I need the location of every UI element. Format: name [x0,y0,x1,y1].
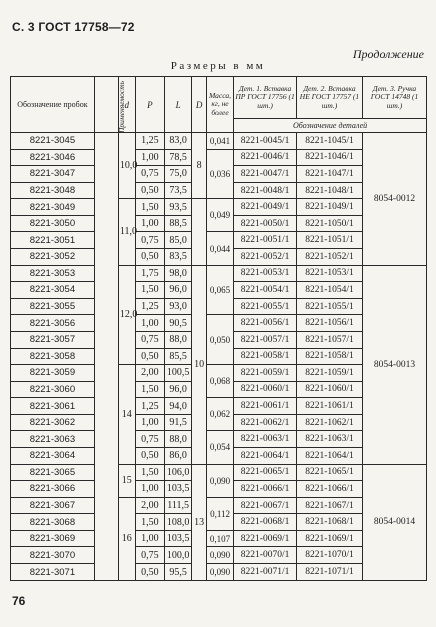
length-value: 93,5 [165,199,192,216]
insert-ne: 8221-1047/1 [297,166,363,183]
insert-pr: 8221-0057/1 [234,331,297,348]
col-part3: Дет. 3. Ручка ГОСТ 14748 (1 шт.) [363,77,427,119]
insert-pr: 8221-0056/1 [234,315,297,332]
d-value: 16 [118,497,135,580]
plug-code: 8221-3066 [11,481,95,498]
insert-pr: 8221-0062/1 [234,414,297,431]
applicability-cell [94,133,118,581]
pitch-value: 0,50 [135,564,164,581]
insert-pr: 8221-0065/1 [234,464,297,481]
plug-code: 8221-3060 [11,381,95,398]
col-l: L [165,77,192,133]
mass-value: 0,107 [206,530,233,547]
pitch-value: 0,75 [135,431,164,448]
pitch-value: 0,50 [135,447,164,464]
insert-ne: 8221-1048/1 [297,182,363,199]
insert-pr: 8221-0064/1 [234,447,297,464]
col-part1: Дет. 1. Вставка ПР ГОСТ 17756 (1 шт.) [234,77,297,119]
insert-ne: 8221-1071/1 [297,564,363,581]
mass-value: 0,112 [206,497,233,530]
pitch-value: 1,75 [135,265,164,282]
pitch-value: 0,75 [135,232,164,249]
dd-value: 13 [192,464,207,580]
insert-ne: 8221-1055/1 [297,298,363,315]
insert-ne: 8221-1052/1 [297,249,363,266]
plug-code: 8221-3069 [11,530,95,547]
length-value: 103,5 [165,481,192,498]
col-mass: Масса, кг, не более [206,77,233,133]
details-subheader: Обозначение деталей [234,119,427,133]
plug-code: 8221-3061 [11,398,95,415]
plug-code: 8221-3048 [11,182,95,199]
col-d: d [118,77,135,133]
col-part2: Дет. 2. Вставка НЕ ГОСТ 17757 (1 шт.) [297,77,363,119]
insert-ne: 8221-1058/1 [297,348,363,365]
dd-value: 10 [192,265,207,464]
length-value: 88,5 [165,215,192,232]
plug-code: 8221-3047 [11,166,95,183]
pitch-value: 1,25 [135,298,164,315]
insert-ne: 8221-1057/1 [297,331,363,348]
insert-ne: 8221-1065/1 [297,464,363,481]
handle-value: 8054-0013 [363,265,427,464]
length-value: 96,0 [165,381,192,398]
d-value: 10,0 [118,133,135,199]
insert-pr: 8221-0058/1 [234,348,297,365]
pitch-value: 0,50 [135,348,164,365]
length-value: 108,0 [165,514,192,531]
length-value: 100,5 [165,365,192,382]
plug-code: 8221-3045 [11,133,95,150]
pitch-value: 1,00 [135,530,164,547]
insert-ne: 8221-1063/1 [297,431,363,448]
length-value: 94,0 [165,398,192,415]
insert-ne: 8221-1045/1 [297,133,363,150]
length-value: 95,5 [165,564,192,581]
plug-code: 8221-3051 [11,232,95,249]
pitch-value: 0,75 [135,547,164,564]
insert-ne: 8221-1068/1 [297,514,363,531]
d-value: 11,0 [118,199,135,265]
pitch-value: 1,50 [135,464,164,481]
length-value: 103,5 [165,530,192,547]
plug-code: 8221-3050 [11,215,95,232]
mass-value: 0,090 [206,464,233,497]
col-p: P [135,77,164,133]
d-value: 12,0 [118,265,135,364]
pitch-value: 1,25 [135,133,164,150]
insert-pr: 8221-0045/1 [234,133,297,150]
page-header: С. 3 ГОСТ 17758—72 [12,20,135,34]
length-value: 85,5 [165,348,192,365]
pitch-value: 1,50 [135,282,164,299]
mass-value: 0,036 [206,149,233,199]
mass-value: 0,062 [206,398,233,431]
length-value: 90,5 [165,315,192,332]
pitch-value: 1,00 [135,149,164,166]
insert-ne: 8221-1064/1 [297,447,363,464]
pitch-value: 0,75 [135,166,164,183]
page-number: 76 [12,594,26,608]
plug-code: 8221-3065 [11,464,95,481]
plug-code: 8221-3049 [11,199,95,216]
length-value: 93,0 [165,298,192,315]
length-value: 83,0 [165,133,192,150]
plug-code: 8221-3058 [11,348,95,365]
insert-ne: 8221-1069/1 [297,530,363,547]
insert-pr: 8221-0049/1 [234,199,297,216]
mass-value: 0,065 [206,265,233,315]
insert-pr: 8221-0071/1 [234,564,297,581]
length-value: 88,0 [165,331,192,348]
plug-code: 8221-3063 [11,431,95,448]
insert-pr: 8221-0048/1 [234,182,297,199]
insert-pr: 8221-0054/1 [234,282,297,299]
plug-code: 8221-3071 [11,564,95,581]
insert-pr: 8221-0050/1 [234,215,297,232]
pitch-value: 0,50 [135,249,164,266]
length-value: 78,5 [165,149,192,166]
dd-empty [192,199,207,265]
insert-ne: 8221-1059/1 [297,365,363,382]
mass-value: 0,050 [206,315,233,365]
sizes-caption: Размеры в мм [170,60,266,72]
insert-ne: 8221-1060/1 [297,381,363,398]
mass-value: 0,044 [206,232,233,265]
insert-ne: 8221-1066/1 [297,481,363,498]
insert-pr: 8221-0063/1 [234,431,297,448]
insert-ne: 8221-1046/1 [297,149,363,166]
pitch-value: 1,25 [135,398,164,415]
length-value: 98,0 [165,265,192,282]
pitch-value: 1,50 [135,514,164,531]
pitch-value: 1,00 [135,315,164,332]
mass-value: 0,090 [206,564,233,581]
length-value: 83,5 [165,249,192,266]
length-value: 75,0 [165,166,192,183]
insert-ne: 8221-1062/1 [297,414,363,431]
pitch-value: 1,50 [135,381,164,398]
length-value: 100,0 [165,547,192,564]
plug-code: 8221-3052 [11,249,95,266]
mass-value: 0,041 [206,133,233,150]
mass-value: 0,054 [206,431,233,464]
length-value: 73,5 [165,182,192,199]
plug-code: 8221-3054 [11,282,95,299]
pitch-value: 1,00 [135,414,164,431]
pitch-value: 1,00 [135,215,164,232]
insert-ne: 8221-1054/1 [297,282,363,299]
plug-code: 8221-3056 [11,315,95,332]
plug-code: 8221-3062 [11,414,95,431]
handle-value: 8054-0014 [363,464,427,580]
insert-pr: 8221-0059/1 [234,365,297,382]
plug-code: 8221-3068 [11,514,95,531]
length-value: 85,0 [165,232,192,249]
length-value: 91,5 [165,414,192,431]
mass-value: 0,068 [206,365,233,398]
continuation-label: Продолжение [352,47,424,61]
plug-code: 8221-3070 [11,547,95,564]
insert-pr: 8221-0068/1 [234,514,297,531]
length-value: 88,0 [165,431,192,448]
insert-pr: 8221-0052/1 [234,249,297,266]
mass-value: 0,049 [206,199,233,232]
pitch-value: 2,00 [135,365,164,382]
length-value: 86,0 [165,447,192,464]
handle-value: 8054-0012 [363,133,427,266]
insert-ne: 8221-1070/1 [297,547,363,564]
mass-value: 0,090 [206,547,233,564]
dd-value: 8 [192,133,207,199]
insert-pr: 8221-0046/1 [234,149,297,166]
insert-ne: 8221-1053/1 [297,265,363,282]
insert-pr: 8221-0061/1 [234,398,297,415]
insert-pr: 8221-0067/1 [234,497,297,514]
insert-pr: 8221-0069/1 [234,530,297,547]
insert-pr: 8221-0053/1 [234,265,297,282]
plug-code: 8221-3055 [11,298,95,315]
gauge-plugs-table [10,76,427,581]
length-value: 106,0 [165,464,192,481]
pitch-value: 1,00 [135,481,164,498]
plug-code: 8221-3057 [11,331,95,348]
insert-pr: 8221-0055/1 [234,298,297,315]
d-value: 15 [118,464,135,497]
d-value: 14 [118,365,135,464]
insert-pr: 8221-0070/1 [234,547,297,564]
plug-code: 8221-3046 [11,149,95,166]
insert-ne: 8221-1051/1 [297,232,363,249]
insert-ne: 8221-1067/1 [297,497,363,514]
pitch-value: 0,75 [135,331,164,348]
plug-code: 8221-3064 [11,447,95,464]
col-dd: D [192,77,207,133]
insert-ne: 8221-1049/1 [297,199,363,216]
insert-pr: 8221-0051/1 [234,232,297,249]
insert-ne: 8221-1050/1 [297,215,363,232]
insert-ne: 8221-1061/1 [297,398,363,415]
col-applicability: Применяемость [94,77,118,133]
insert-pr: 8221-0047/1 [234,166,297,183]
col-designation: Обозначение пробок [11,77,95,133]
plug-code: 8221-3067 [11,497,95,514]
pitch-value: 2,00 [135,497,164,514]
pitch-value: 1,50 [135,199,164,216]
insert-ne: 8221-1056/1 [297,315,363,332]
insert-pr: 8221-0060/1 [234,381,297,398]
insert-pr: 8221-0066/1 [234,481,297,498]
plug-code: 8221-3059 [11,365,95,382]
length-value: 96,0 [165,282,192,299]
length-value: 111,5 [165,497,192,514]
pitch-value: 0,50 [135,182,164,199]
plug-code: 8221-3053 [11,265,95,282]
